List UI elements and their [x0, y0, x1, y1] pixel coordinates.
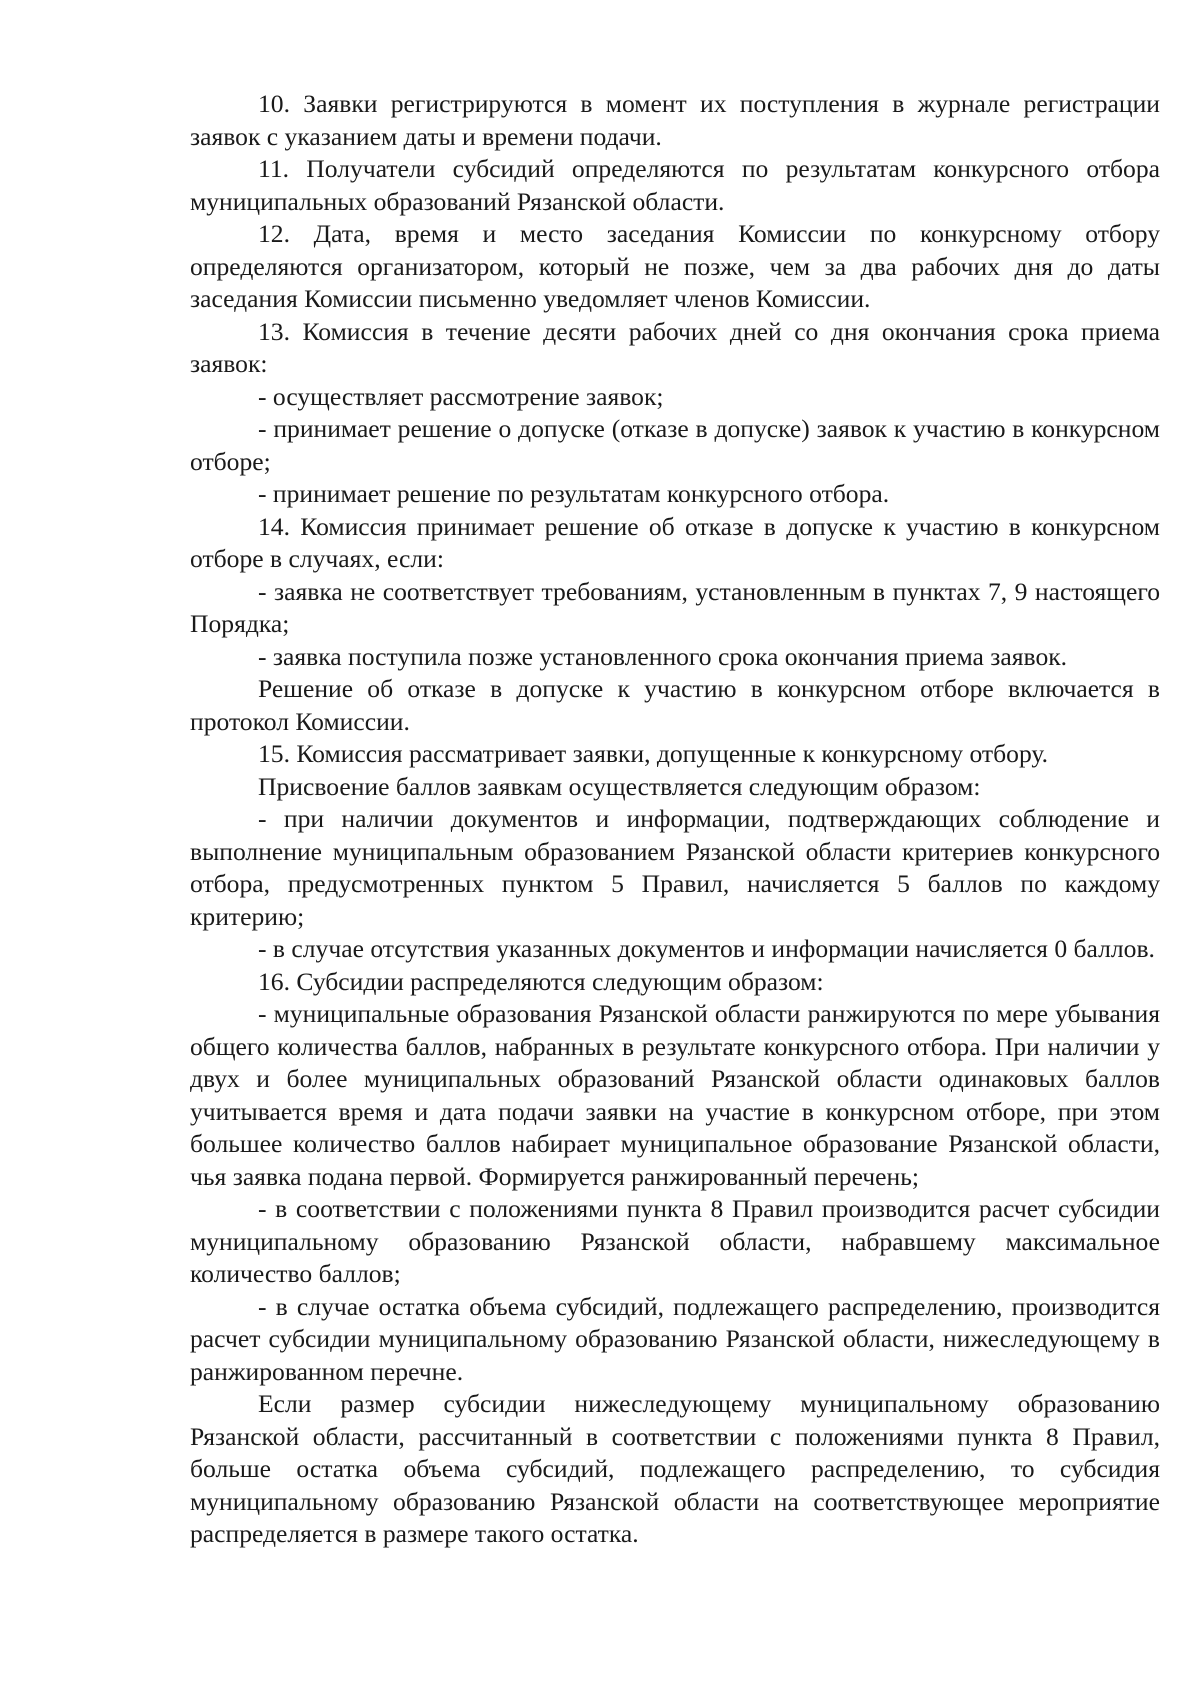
list-item-zero-points: - в случае отсутствия указанных документов и информации начисляется 0 баллов.: [258, 934, 1155, 963]
list-item-five-points: - при наличии документов и информации, подтверждающих соблюдение и выполнение муниципальным образованием Рязанской области критериев конкурсного отбора, предусмотренных пунктом 5 Правил, начисляется 5 баллов по каждому критерию;: [190, 804, 1160, 931]
paragraph-12-meeting: 12. Дата, время и место заседания Комиссии по конкурсному отбору определяются организатором, который не позже, чем за два рабочих дня до даты заседания Комиссии письменно уведомляет членов Комиссии.: [190, 219, 1160, 313]
paragraph-scoring: Присвоение баллов заявкам осуществляется следующим образом:: [258, 771, 981, 801]
list-item-review: - осуществляет рассмотрение заявок;: [258, 381, 664, 411]
list-item-results-decision: - принимает решение по результатам конкурсного отбора.: [258, 479, 890, 508]
paragraph-10-intro: 10. Заявки регистрируются в момент их поступления в журнале регистрации заявок с указанием даты и времени подачи.: [190, 89, 1160, 151]
paragraph-11-recipients: 11. Получатели субсидий определяются по результатам конкурсного отбора муниципальных образований Рязанской области.: [190, 154, 1160, 216]
list-item-requirements: - заявка не соответствует требованиям, установленным в пунктах 7, 9 настоящего Порядка;: [190, 576, 1160, 638]
document-page: [190, 88, 1160, 1551]
list-item-max-points: - в соответствии с положениями пункта 8 Правил производится расчет субсидии муниципальному образованию Рязанской области, набравшему максимальное количество баллов;: [190, 1194, 1160, 1288]
paragraph-refusal-protocol: Решение об отказе в допуске к участию в конкурсном отборе включается в протокол Комиссии.: [190, 674, 1160, 736]
paragraph-remainder-allocation: Если размер субсидии нижеследующему муниципальному образованию Рязанской области, рассчитанный в соответствии с положениями пункта 8 Правил, больше остатка объема субсидий, подлежащего распределению, то субсидия муниципальному образованию Рязанской области на соответствующее мероприятие распределяется в размере такого остатка.: [190, 1389, 1160, 1548]
list-item-remainder: - в случае остатка объема субсидий, подлежащего распределению, производится расчет субсидии муниципальному образованию Рязанской области, нижеследующему в ранжированном перечне.: [190, 1291, 1160, 1386]
paragraph-14-refusal: 14. Комиссия принимает решение об отказе в допуске к участию в конкурсном отборе в случаях, если:: [190, 511, 1160, 573]
list-item-admission-decision: - принимает решение о допуске (отказе в допуске) заявок к участию в конкурсном отборе;: [190, 414, 1160, 476]
paragraph-16-distribution: 16. Субсидии распределяются следующим образом:: [258, 966, 824, 996]
paragraph-15-review: 15. Комиссия рассматривает заявки, допущенные к конкурсному отбору.: [258, 739, 1049, 768]
list-item-ranking: - муниципальные образования Рязанской области ранжируются по мере убывания общего количества баллов, набранных в результате конкурсного отбора. При наличии у двух и более муниципальных образований Рязанской области одинаковых баллов учитывается время и дата подачи заявки на участие в конкурсном отборе, при этом большее количество баллов набирает муниципальное образование Рязанской области, чья заявка подана первой. Формируется ранжированный перечень;: [190, 999, 1160, 1191]
list-item-late-submission: - заявка поступила позже установленного срока окончания приема заявок.: [258, 641, 1068, 671]
paragraph-13-commission: 13. Комиссия в течение десяти рабочих дней со дня окончания срока приема заявок:: [190, 316, 1160, 378]
